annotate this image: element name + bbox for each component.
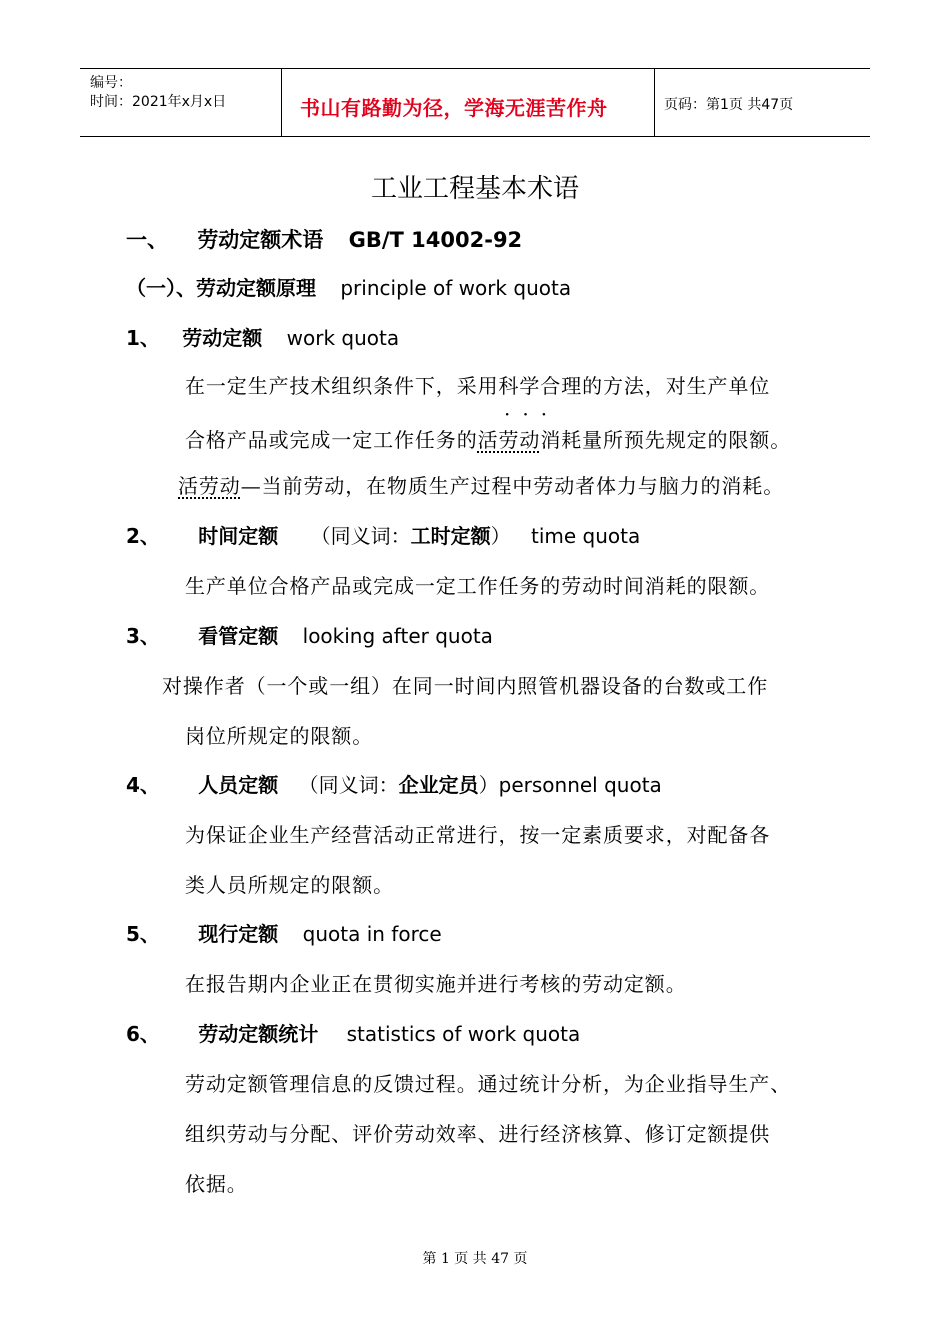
header-divider-left	[281, 68, 282, 136]
header-bottom-rule	[80, 136, 870, 137]
header-top-rule	[80, 68, 870, 69]
term-heading-3	[126, 620, 493, 649]
term-synonym-suffix: ）	[490, 524, 511, 548]
subsection-heading	[126, 272, 571, 301]
term-number: 2、	[126, 524, 160, 548]
term-english: quota in force	[302, 922, 442, 946]
term-1-line-1: 在一定生产技术组织条件下，采用科学合理的方法，对生产单位	[185, 374, 771, 398]
section-number: 一、	[126, 228, 168, 252]
term-number: 3、	[126, 624, 160, 648]
header-motto: 书山有路勤为径，学海无涯苦作舟	[300, 96, 608, 120]
term-2-line-1: 生产单位合格产品或完成一定工作任务的劳动时间消耗的限额。	[185, 574, 771, 598]
term-4-line-1: 为保证企业生产经营活动正常进行，按一定素质要求，对配备各	[185, 823, 771, 847]
page-title: 工业工程基本术语	[370, 174, 579, 204]
term-name: 劳动定额	[182, 326, 263, 350]
note-term: 活劳动	[178, 474, 241, 498]
term-name: 看管定额	[198, 624, 279, 648]
term-6-line-1: 劳动定额管理信息的反馈过程。通过统计分析，为企业指导生产、	[185, 1072, 792, 1096]
term-heading-1	[126, 322, 399, 351]
term-synonym: 企业定员	[398, 773, 479, 797]
term-synonym-prefix: （同义词：	[310, 524, 411, 548]
term-english: personnel quota	[498, 773, 662, 797]
term-name: 现行定额	[198, 922, 279, 946]
term-number: 6、	[126, 1022, 160, 1046]
section-standard: GB/T 14002-92	[348, 228, 523, 252]
term-1-line-2-end: 消耗量所预先规定的限额。	[540, 428, 792, 452]
section-name: 劳动定额术语	[197, 228, 324, 252]
header-code-label: 编号：	[90, 75, 132, 91]
term-english: time quota	[531, 524, 641, 548]
term-english: work quota	[286, 326, 400, 350]
living-labor-emphasis: 活劳动	[477, 428, 541, 452]
term-synonym-prefix: （同义词：	[298, 773, 399, 797]
note-text: —当前劳动，在物质生产过程中劳动者体力与脑力的消耗。	[240, 474, 785, 498]
term-heading-5	[126, 918, 442, 947]
subsection-label: （一）、劳动定额原理	[126, 276, 316, 300]
term-number: 1、	[126, 326, 160, 350]
term-6-line-3: 依据。	[185, 1172, 248, 1196]
emphasis-dots: ···	[504, 402, 560, 426]
term-synonym-suffix: ）	[478, 773, 499, 797]
term-4-line-2: 类人员所规定的限额。	[185, 873, 394, 897]
term-number: 5、	[126, 922, 160, 946]
term-3-line-1: 对操作者（一个或一组）在同一时间内照管机器设备的台数或工作	[162, 674, 769, 698]
term-number: 4、	[126, 773, 160, 797]
term-english: looking after quota	[302, 624, 493, 648]
term-synonym: 工时定额	[410, 524, 491, 548]
section-heading	[126, 224, 522, 254]
term-heading-6	[126, 1018, 580, 1047]
term-1-line-2	[185, 424, 791, 453]
term-heading-4	[126, 769, 662, 798]
term-1-note	[178, 470, 784, 499]
term-name: 劳动定额统计	[198, 1022, 319, 1046]
header-divider-right	[654, 68, 655, 136]
term-name: 时间定额	[198, 524, 279, 548]
term-english: statistics of work quota	[346, 1022, 581, 1046]
term-3-line-2: 岗位所规定的限额。	[185, 724, 374, 748]
term-heading-2	[126, 520, 640, 549]
term-1-line-2-start: 合格产品或完成一定工作任务的	[185, 428, 478, 452]
term-name: 人员定额	[198, 773, 279, 797]
header-time-label: 时间：2021年x月x日	[90, 94, 227, 110]
subsection-english: principle of work quota	[340, 276, 572, 300]
header-page-info: 页码：第1页 共47页	[664, 97, 794, 113]
term-5-line-1: 在报告期内企业正在贯彻实施并进行考核的劳动定额。	[185, 972, 687, 996]
page-footer: 第 1 页 共 47 页	[422, 1251, 528, 1267]
term-6-line-2: 组织劳动与分配、评价劳动效率、进行经济核算、修订定额提供	[185, 1122, 771, 1146]
